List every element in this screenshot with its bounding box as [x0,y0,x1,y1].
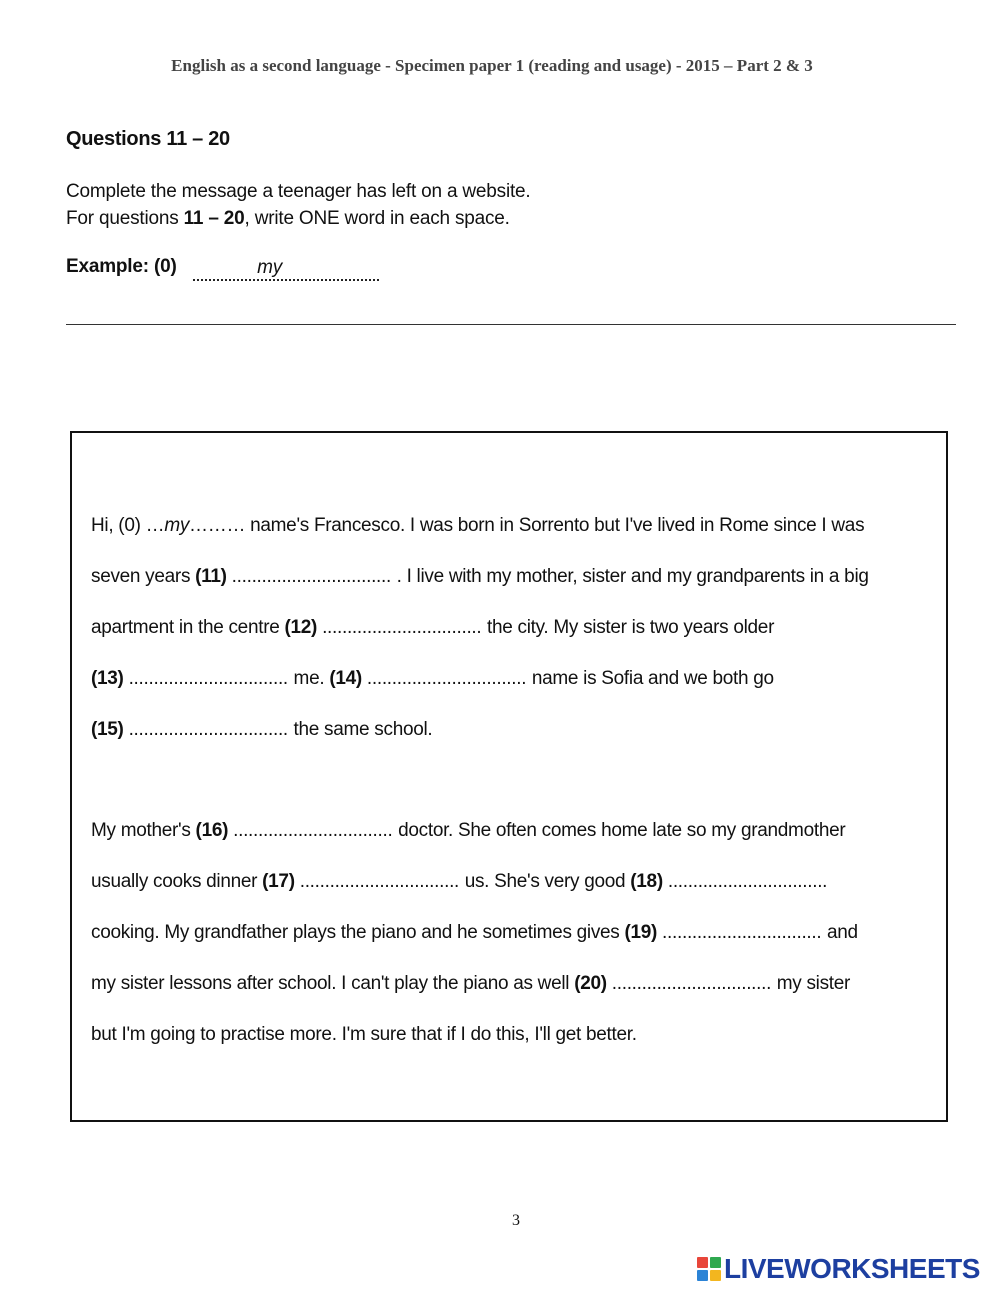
text-line: My mother's (16) ..... doctor. She often comes home late so my grandmother [91,805,941,856]
answer-gap-11[interactable] [232,551,392,602]
answer-gap-17[interactable] [300,856,460,907]
text-line: Hi, (0) …my……… name's Francesco. I was born in Sorrento but I've lived in Rome since I was [91,515,865,536]
text-line: usually cooks dinner (17) ..... us. She's very good (18) ..... [91,856,941,907]
question-number: (13) [91,668,124,689]
paragraph-2 [91,805,941,1060]
text-line: cooking. My grandfather plays the piano and he sometimes gives (19) ..... and [91,907,941,958]
answer-gap-15[interactable] [129,704,289,755]
text-line: (15) ..... the same school. [91,704,941,755]
instruction-line-2: For questions 11 – 20, write ONE word in each space. [66,208,510,229]
text-line: my sister lessons after school. I can't play the piano as well (20) ..... my sister [91,958,941,1009]
answer-gap-14[interactable] [367,653,527,704]
answer-gap-16[interactable] [233,805,393,856]
page-header: English as a second language - Specimen paper 1 (reading and usage) - 2015 – Part 2 & 3 [171,56,813,75]
message-box [70,431,948,1122]
text-line: apartment in the centre (12) ..... the city. My sister is two years older [91,602,941,653]
logo-tile [710,1270,721,1281]
answer-gap-20[interactable] [612,958,772,1009]
questions-heading: Questions 11 – 20 [66,128,230,150]
logo-grid-icon [697,1257,721,1281]
example-answer-inline: my [164,515,190,536]
question-number: (15) [91,719,124,740]
liveworksheets-logo[interactable] [697,1254,980,1284]
question-number: (14) [329,668,362,689]
question-number: (18) [630,871,663,892]
page-number: 3 [512,1212,520,1229]
example-answer: my [257,257,283,278]
question-number: (17) [262,871,295,892]
paragraph-1 [91,500,941,755]
example [66,256,379,280]
divider [66,324,956,325]
question-number: (19) [624,922,658,943]
logo-text: LIVEWORKSHEETS [724,1253,980,1284]
question-number: (16) [195,820,229,841]
logo-tile [697,1270,708,1281]
answer-gap-19[interactable] [662,907,822,958]
text-line: (13) ..... me. (14) ..... name is Sofia and we both go [91,653,941,704]
text-line: seven years (11) ..... . I live with my mother, sister and my grandparents in a big [91,551,941,602]
text-line: but I'm going to practise more. I'm sure that if I do this, I'll get better. [91,1024,637,1045]
answer-gap-13[interactable] [129,653,289,704]
logo-tile [697,1257,708,1268]
question-number: (20) [574,973,607,994]
question-number: (12) [284,617,318,638]
instructions [66,178,531,232]
answer-gap-18[interactable] [668,856,828,907]
example-label: Example: (0) [66,256,177,277]
example-answer-line [193,257,379,281]
logo-tile [710,1257,721,1268]
answer-gap-12[interactable] [322,602,482,653]
instruction-line-1: Complete the message a teenager has left on a website. [66,181,531,202]
question-number: (11) [195,566,227,587]
